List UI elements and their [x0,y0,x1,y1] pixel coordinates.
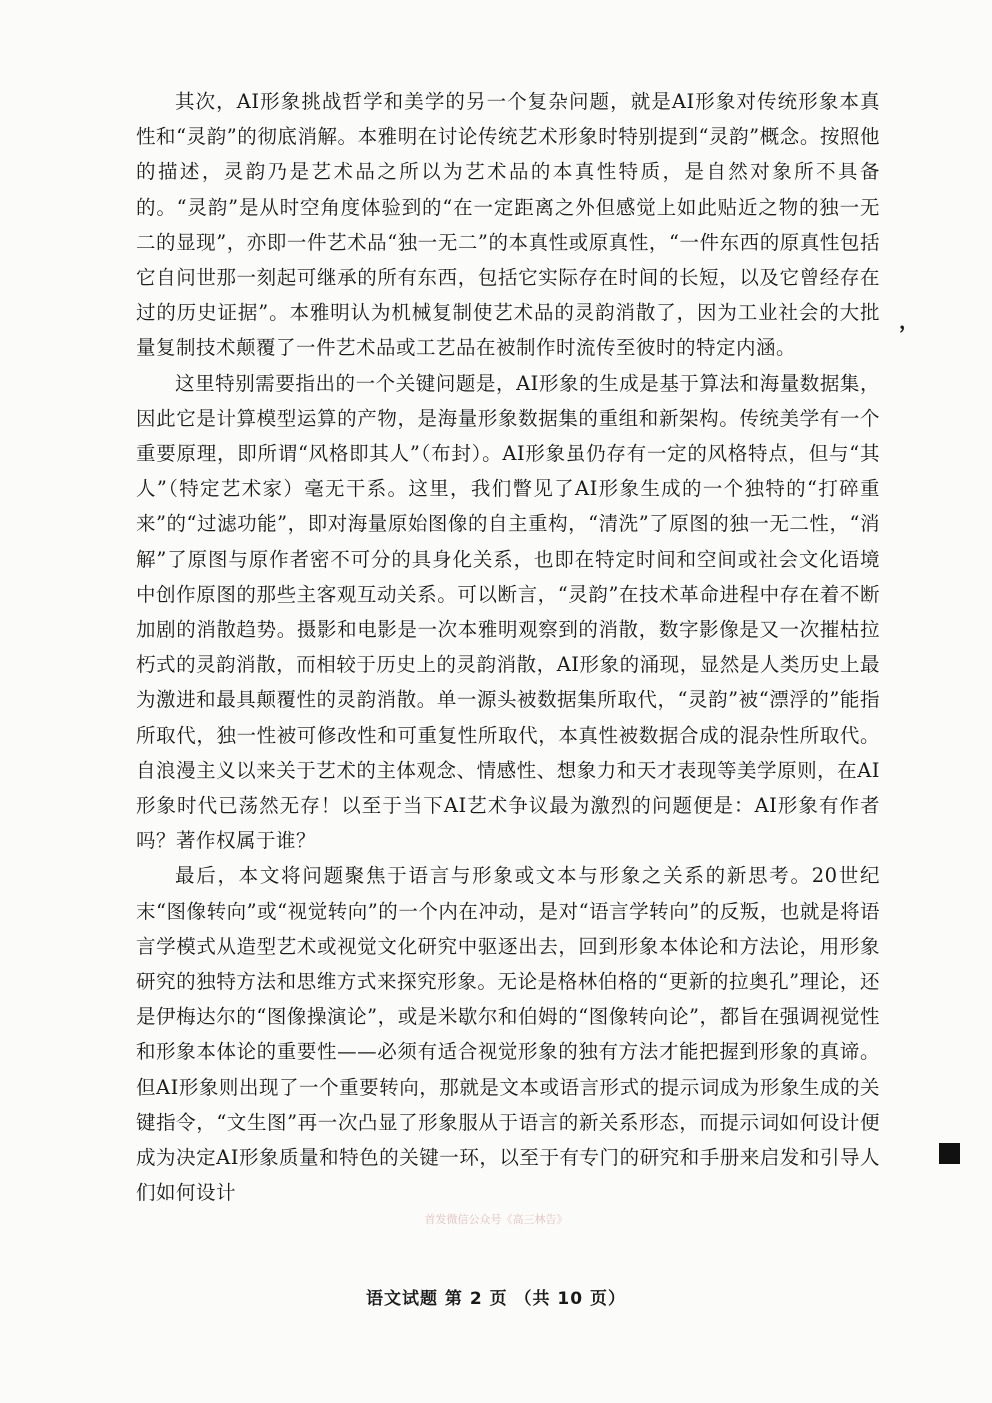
paragraph-language-image: 最后，本文将问题聚焦于语言与形象或文本与形象之关系的新思考。20世纪末“图像转向”或“视觉转向”的一个内在冲动，是对“语言学转向”的反叛，也就是将语言学模式从造型艺术或视觉文化研究中驱逐出去，回到形象本体论和方法论，用形象研究的独特方法和思维方式来探究形象。无论是格林伯格的“更新的拉奥孔”理论，还是伊梅达尔的“图像操演论”，或是米歇尔和伯姆的“图像转向论”，都旨在强调视觉性和形象本体论的重要性——必须有适合视觉形象的独有方法才能把握到形象的真谛。但AI形象则出现了一个重要转向，那就是文本或语言形式的提示词成为形象生成的关键指令，“文生图”再一次凸显了形象服从于语言的新关系形态，而提示词如何设计便成为决定AI形象质量和特色的关键一环，以至于有专门的研究和手册来启发和引导人们如何设计 [136,864,880,1205]
black-square-marker [939,1143,960,1164]
margin-mark: ， [899,309,919,333]
paragraph-key-issue: 这里特别需要指出的一个关键问题是，AI形象的生成是基于算法和海量数据集，因此它是计算模型运算的产物，是海量形象数据集的重组和新架构。传统美学有一个重要原理，即所谓“风格即其人”（布封）。AI形象虽仍存有一定的风格特点，但与“其人”（特定艺术家）毫无干系。这里，我们瞥见了AI形象生成的一个独特的“打碎重来”的“过滤功能”，即对海量原始图像的自主重构，“清洗”了原图的独一无二性，“消解”了原图与原作者密不可分的具身化关系，也即在特定时间和空间或社会文化语境中创作原图的那些主客观互动关系。可以断言，“灵韵”在技术革命进程中存在着不断加剧的消散趋势。摄影和电影是一次本雅明观察到的消散，数字影像是又一次摧枯拉朽式的灵韵消散，而相较于历史上的灵韵消散，AI形象的涌现，显然是人类历史上最为激进和最具颠覆性的灵韵消散。单一源头被数据集所取代，“灵韵”被“漂浮的”能指所取代，独一性被可修改性和可重复性所取代，本真性被数据合成的混杂性所取代。自浪漫主义以来关于艺术的主体观念、情感性、想象力和天才表现等美学原则，在AI形象时代已荡然无存！以至于当下AI艺术争议最为激烈的问题便是：AI形象有作者吗？著作权属于谁？ [136,371,880,853]
article-body [136,84,880,1211]
watermark-text: 首发微信公众号《高三林告》 [424,1213,568,1226]
paragraph-aura: 其次，AI形象挑战哲学和美学的另一个复杂问题，就是AI形象对传统形象本真性和“灵韵”的彻底消解。本雅明在讨论传统艺术形象时特别提到“灵韵”概念。按照他的描述，灵韵乃是艺术品之所以为艺术品的本真性特质，是自然对象所不具备的。“灵韵”是从时空角度体验到的“在一定距离之外但感觉上如此贴近之物的独一无二的显现”，亦即一件艺术品“独一无二”的本真性或原真性，“一件东西的原真性包括它自问世那一刻起可继承的所有东西，包括它实际存在时间的长短，以及它曾经存在过的历史证据”。本雅明认为机械复制使艺术品的灵韵消散了，因为工业社会的大批量复制技术颠覆了一件艺术品或工艺品在被制作时流传至彼时的特定内涵。 [136,90,880,360]
page-footer: 语文试题 第 2 页 （共 10 页） [366,1289,626,1309]
